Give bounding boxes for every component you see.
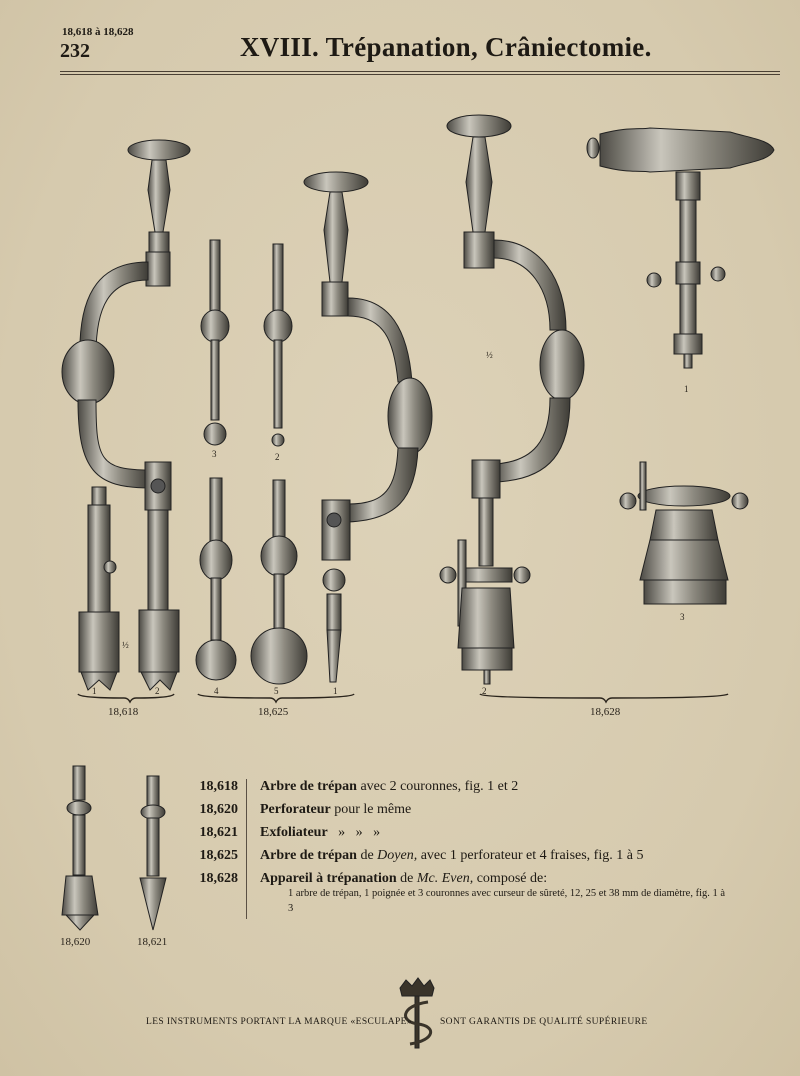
perforator-18620 (62, 766, 98, 930)
item-description (260, 802, 411, 818)
item-code: 18,628 (199, 871, 238, 886)
group-label-18621: 18,621 (137, 936, 168, 948)
fig-label-18628-2: 2 (482, 686, 487, 696)
fig-label-18625-2: 2 (275, 452, 280, 462)
table-row (190, 825, 750, 848)
item-detail: de (356, 848, 378, 863)
item-code: 18,625 (199, 848, 238, 863)
trephine-handle-18628 (587, 128, 774, 368)
group-label-18618: 18,618 (108, 706, 139, 718)
item-name: Arbre de trépan (260, 848, 357, 863)
brace-18625 (304, 172, 432, 682)
crown-18628-fig3 (620, 462, 748, 604)
footer-left-text: LES INSTRUMENTS PORTANT LA MARQUE «ESCULAPE» (146, 1017, 413, 1027)
fig-label-18618-2: 2 (155, 686, 160, 696)
group-label-18620: 18,620 (60, 936, 91, 948)
fig-label-18625-1: 1 (333, 686, 338, 696)
bits-18625 (196, 240, 307, 684)
item-name: Exfoliateur (260, 825, 328, 840)
table-row (190, 848, 750, 871)
fig-label-18618-1: 1 (92, 686, 97, 696)
page-title: XVIII. Trépanation, Crâniectomie. (240, 32, 652, 62)
item-name: Perforateur (260, 802, 331, 817)
exfoliator-18621 (140, 776, 166, 930)
brace-18628 (440, 115, 584, 684)
item-name: Arbre de trépan (260, 779, 357, 794)
fig-label-18625-4: 4 (214, 686, 219, 696)
scale-label-18628: ½ (486, 350, 493, 360)
item-code: 18,618 (199, 779, 238, 794)
item-detail: pour le même (330, 802, 412, 817)
item-author: Doyen, (377, 848, 418, 863)
item-name: Appareil à trépanation (260, 871, 397, 886)
table-row (190, 802, 750, 825)
item-description (260, 848, 643, 864)
esculape-trademark-logo (400, 978, 434, 1048)
group-label-18628: 18,628 (590, 706, 621, 718)
group-label-18625: 18,625 (258, 706, 289, 718)
fig-label-18628-3: 3 (680, 612, 685, 622)
group-brackets (78, 694, 728, 702)
item-detail: avec 1 perforateur et 4 fraises, fig. 1 à 5 (417, 848, 644, 863)
item-detail: de (396, 871, 417, 886)
fig-label-18628-1: 1 (684, 384, 689, 394)
item-author: Mc. Even, (416, 871, 474, 886)
item-code: 18,620 (199, 802, 238, 817)
page-number: 232 (60, 40, 90, 62)
item-detail: » » » (327, 825, 381, 840)
catalog-range: 18,618 à 18,628 (62, 26, 134, 38)
item-sub-description: 1 arbre de trépan, 1 poignée et 3 couronnes avec curseur de sûreté, 12, 25 et 38 mm de diamètre, fig. 1 à 3 (288, 888, 726, 914)
item-description (260, 825, 380, 841)
item-detail: avec 2 couronnes, fig. 1 et 2 (356, 779, 519, 794)
item-code: 18,621 (199, 825, 238, 840)
item-detail: composé de: (473, 871, 548, 886)
scale-label-18618: ½ (122, 640, 129, 650)
footer-right-text: SONT GARANTIS DE QUALITÉ SUPÉRIEURE (440, 1017, 648, 1027)
item-description (260, 779, 518, 795)
brace-18618 (62, 140, 190, 690)
fig-label-18625-5: 5 (274, 686, 279, 696)
catalog-table (190, 779, 750, 894)
item-description (260, 871, 547, 887)
table-row (190, 779, 750, 802)
fig-label-18625-3: 3 (212, 449, 217, 459)
